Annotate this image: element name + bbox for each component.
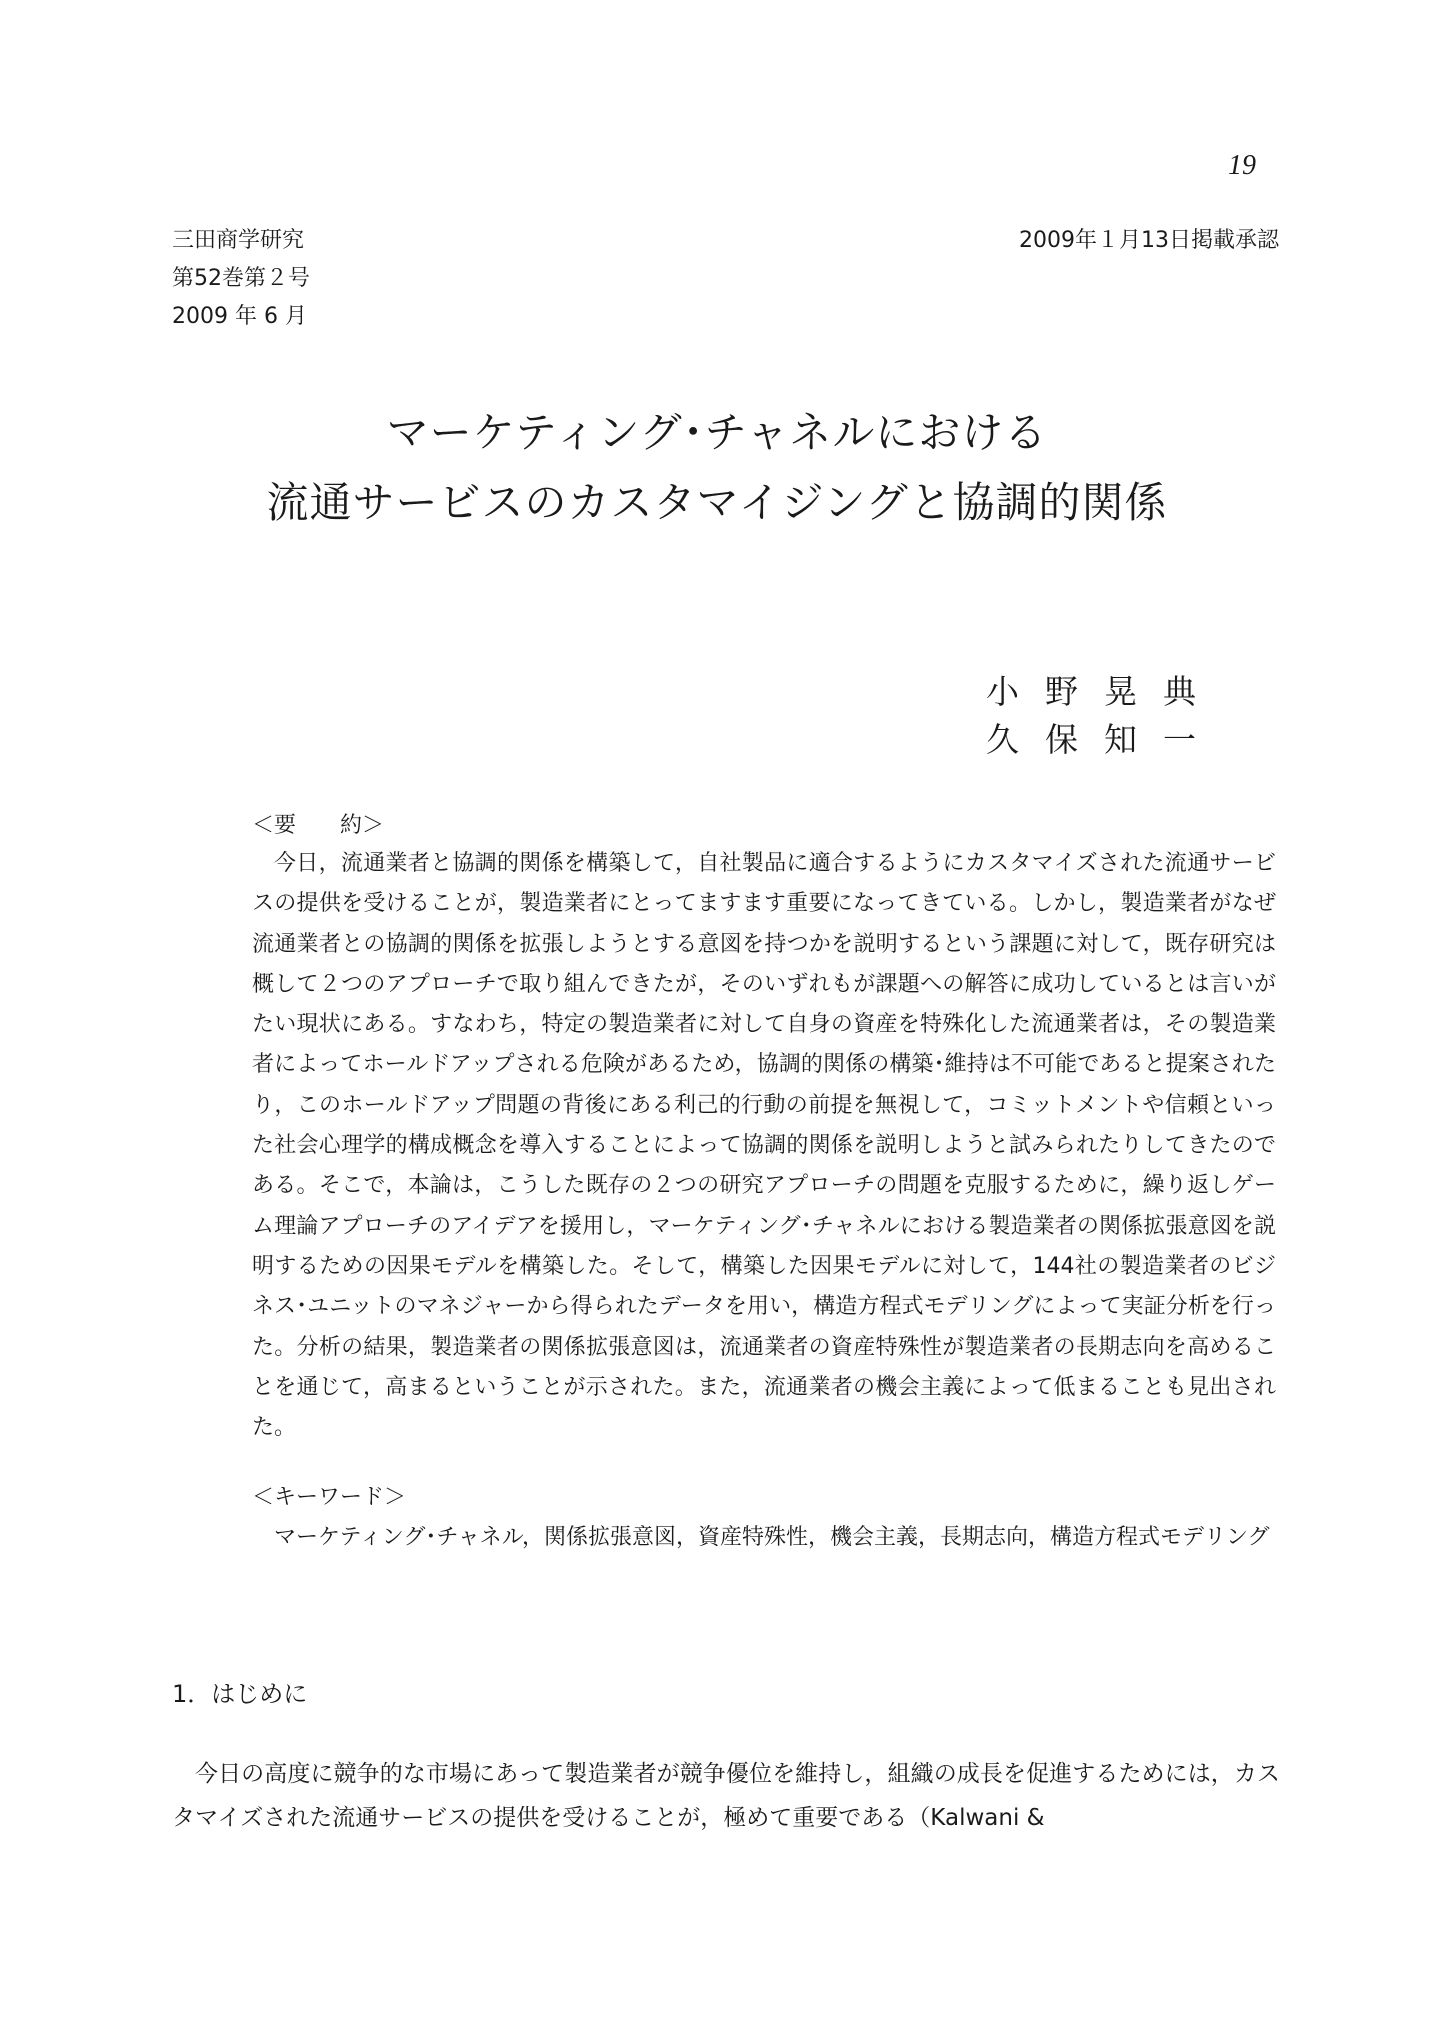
section-body: 今日の高度に競争的な市場にあって製造業者が競争優位を維持し，組織の成長を促進するためには，カスタマイズされた流通サービスの提供を受けることが，極めて重要である（Kalwani & (172, 1761, 1280, 1831)
journal-meta (172, 222, 310, 336)
journal-volume: 第52巻第２号 (172, 266, 310, 291)
keywords-heading: ＜キーワード＞ (252, 1485, 407, 1510)
page-number: 19 (1228, 150, 1256, 181)
paper-title (0, 398, 1434, 538)
title-line-2: 流通サービスのカスタマイジングと協調的関係 (266, 478, 1168, 527)
journal-date: 2009 年 6 月 (172, 304, 307, 329)
author-1: 小野晃典 (986, 672, 1222, 711)
journal-name: 三田商学研究 (172, 228, 305, 253)
acceptance-date: 2009年１月13日掲載承認 (1019, 228, 1279, 253)
authors (986, 668, 1222, 764)
author-2: 久保知一 (986, 720, 1222, 759)
section-heading: 1．はじめに (172, 1680, 308, 1708)
keywords-body: マーケティング･チャネル，関係拡張意図，資産特殊性，機会主義，長期志向，構造方程式モデリング (274, 1525, 1270, 1550)
abstract-heading: ＜要 約＞ (252, 813, 385, 838)
title-line-1: マーケティング･チャネルにおける (386, 408, 1048, 457)
abstract-body: 今日，流通業者と協調的関係を構築して，自社製品に適合するようにカスタマイズされた流通サービスの提供を受けることが，製造業者にとってますます重要になってきている。しかし，製造業者がなぜ流通業者との協調的関係を拡張しようとする意図を持つかを説明するという課題に対して，既存研究は概して２つのアプローチで取り組んできたが，そのいずれもが課題への解答に成功しているとは言いがたい現状にある。すなわち，特定の製造業者に対して自身の資産を特殊化した流通業者は，その製造業者によってホールドアップされる危険があるため，協調的関係の構築･維持は不可能であると提案されたり，このホールドアップ問題の背後にある利己的行動の前提を無視して，コミットメントや信頼といった社会心理学的構成概念を導入することによって協調的関係を説明しようと試みられたりしてきたのである。そこで，本論は，こうした既存の２つの研究アプローチの問題を克服するために，繰り返しゲーム理論アプローチのアイデアを援用し，マーケティング･チャネルにおける製造業者の関係拡張意図を説明するための因果モデルを構築した。そして，構築した因果モデルに対して，144社の製造業者のビジネス･ユニットのマネジャーから得られたデータを用い，構造方程式モデリングによって実証分析を行った。分析の結果，製造業者の関係拡張意図は，流通業者の資産特殊性が製造業者の長期志向を高めることを通じて，高まるということが示された。また，流通業者の機会主義によって低まることも見出された。 (252, 851, 1276, 1441)
